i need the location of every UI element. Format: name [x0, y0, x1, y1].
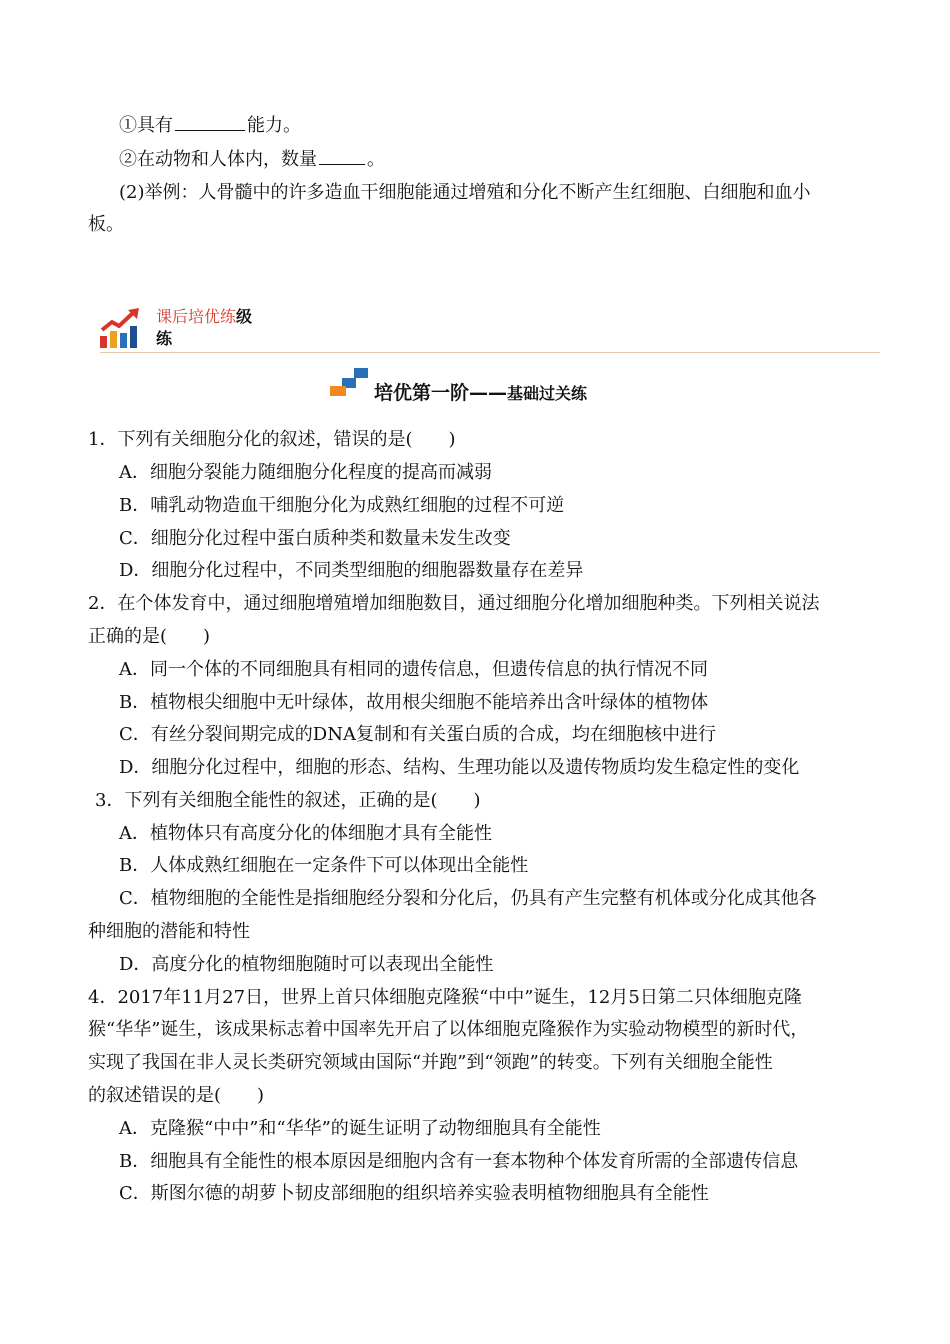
question-3-stem: 3．下列有关细胞全能性的叙述，正确的是( ): [95, 790, 481, 811]
question-4-stem-cont-1: 猴“华华”诞生，该成果标志着中国率先开启了以体细胞克隆猴作为实验动物模型的新时代，: [88, 1019, 809, 1040]
section-header: [100, 304, 880, 354]
question-1-stem: 1．下列有关细胞分化的叙述，错误的是( ): [88, 429, 456, 450]
question-2-option-c: C．有丝分裂间期完成的DNA复制和有关蛋白质的合成，均在细胞核中进行: [119, 724, 716, 745]
question-3-option-b: B．人体成熟红细胞在一定条件下可以体现出全能性: [119, 855, 529, 876]
header-divider: [100, 352, 880, 353]
question-3-option-d: D．高度分化的植物细胞随时可以表现出全能性: [119, 954, 494, 975]
question-1-option-d: D．细胞分化过程中，不同类型细胞的细胞器数量存在差异: [119, 560, 584, 581]
stairs-icon: [330, 368, 370, 398]
question-2-option-b: B．植物根尖细胞中无叶绿体，故用根尖细胞不能培养出含叶绿体的植物体: [119, 692, 709, 713]
question-2-stem-cont: 正确的是( ): [88, 626, 211, 647]
question-4-option-c: C．斯图尔德的胡萝卜韧皮部细胞的组织培养实验表明植物细胞具有全能性: [119, 1183, 709, 1204]
question-1-option-b: B．哺乳动物造血干细胞分化为成熟红细胞的过程不可逆: [119, 495, 565, 516]
question-2-option-a: A．同一个体的不同细胞具有相同的遗传信息，但遗传信息的执行情况不同: [119, 659, 708, 680]
question-1-option-a: A．细胞分裂能力随细胞分化程度的提高而减弱: [119, 462, 492, 483]
question-4-option-a: A．克隆猴“中中”和“华华”的诞生证明了动物细胞具有全能性: [119, 1118, 601, 1139]
question-3-option-a: A．植物体只有高度分化的体细胞才具有全能性: [119, 823, 492, 844]
question-4-stem-cont-2: 实现了我国在非人灵长类研究领域由国际“并跑”到“领跑”的转变。下列有关细胞全能性: [88, 1052, 773, 1073]
stage-title: 培优第一阶——基础过关练: [330, 368, 650, 408]
question-3-option-c-cont: 种细胞的潜能和特性: [88, 921, 250, 942]
question-2-stem: 2．在个体发育中，通过细胞增殖增加细胞数目，通过细胞分化增加细胞种类。下列相关说法: [88, 593, 820, 614]
intro-line-3: (2)举例：人骨髓中的许多造血干细胞能通过增殖和分化不断产生红细胞、白细胞和血小: [119, 182, 811, 203]
fill-blank: [175, 114, 245, 131]
question-2-option-d: D．细胞分化过程中，细胞的形态、结构、生理功能以及遗传物质均发生稳定性的变化: [119, 757, 800, 778]
section-title: 课后培优练级: [156, 307, 253, 326]
intro-line-4: 板。: [88, 214, 124, 235]
growth-chart-icon: [100, 306, 144, 350]
intro-line-1: ①具有 能力。: [119, 115, 301, 136]
intro-line-2: ②在动物和人体内，数量 。: [119, 149, 385, 170]
question-4-option-b: B．细胞具有全能性的根本原因是细胞内含有一套本物种个体发育所需的全部遗传信息: [119, 1151, 799, 1172]
question-1-option-c: C．细胞分化过程中蛋白质种类和数量未发生改变: [119, 528, 511, 549]
fill-blank: [319, 148, 365, 165]
question-3-option-c: C．植物细胞的全能性是指细胞经分裂和分化后，仍具有产生完整有机体或分化成其他各: [119, 888, 817, 909]
question-4-stem: 4．2017年11月27日，世界上首只体细胞克隆猴“中中”诞生，12月5日第二只体细胞克隆: [88, 987, 802, 1008]
question-4-stem-cont-3: 的叙述错误的是( ): [88, 1085, 265, 1106]
section-title-line2: 练: [156, 329, 173, 348]
